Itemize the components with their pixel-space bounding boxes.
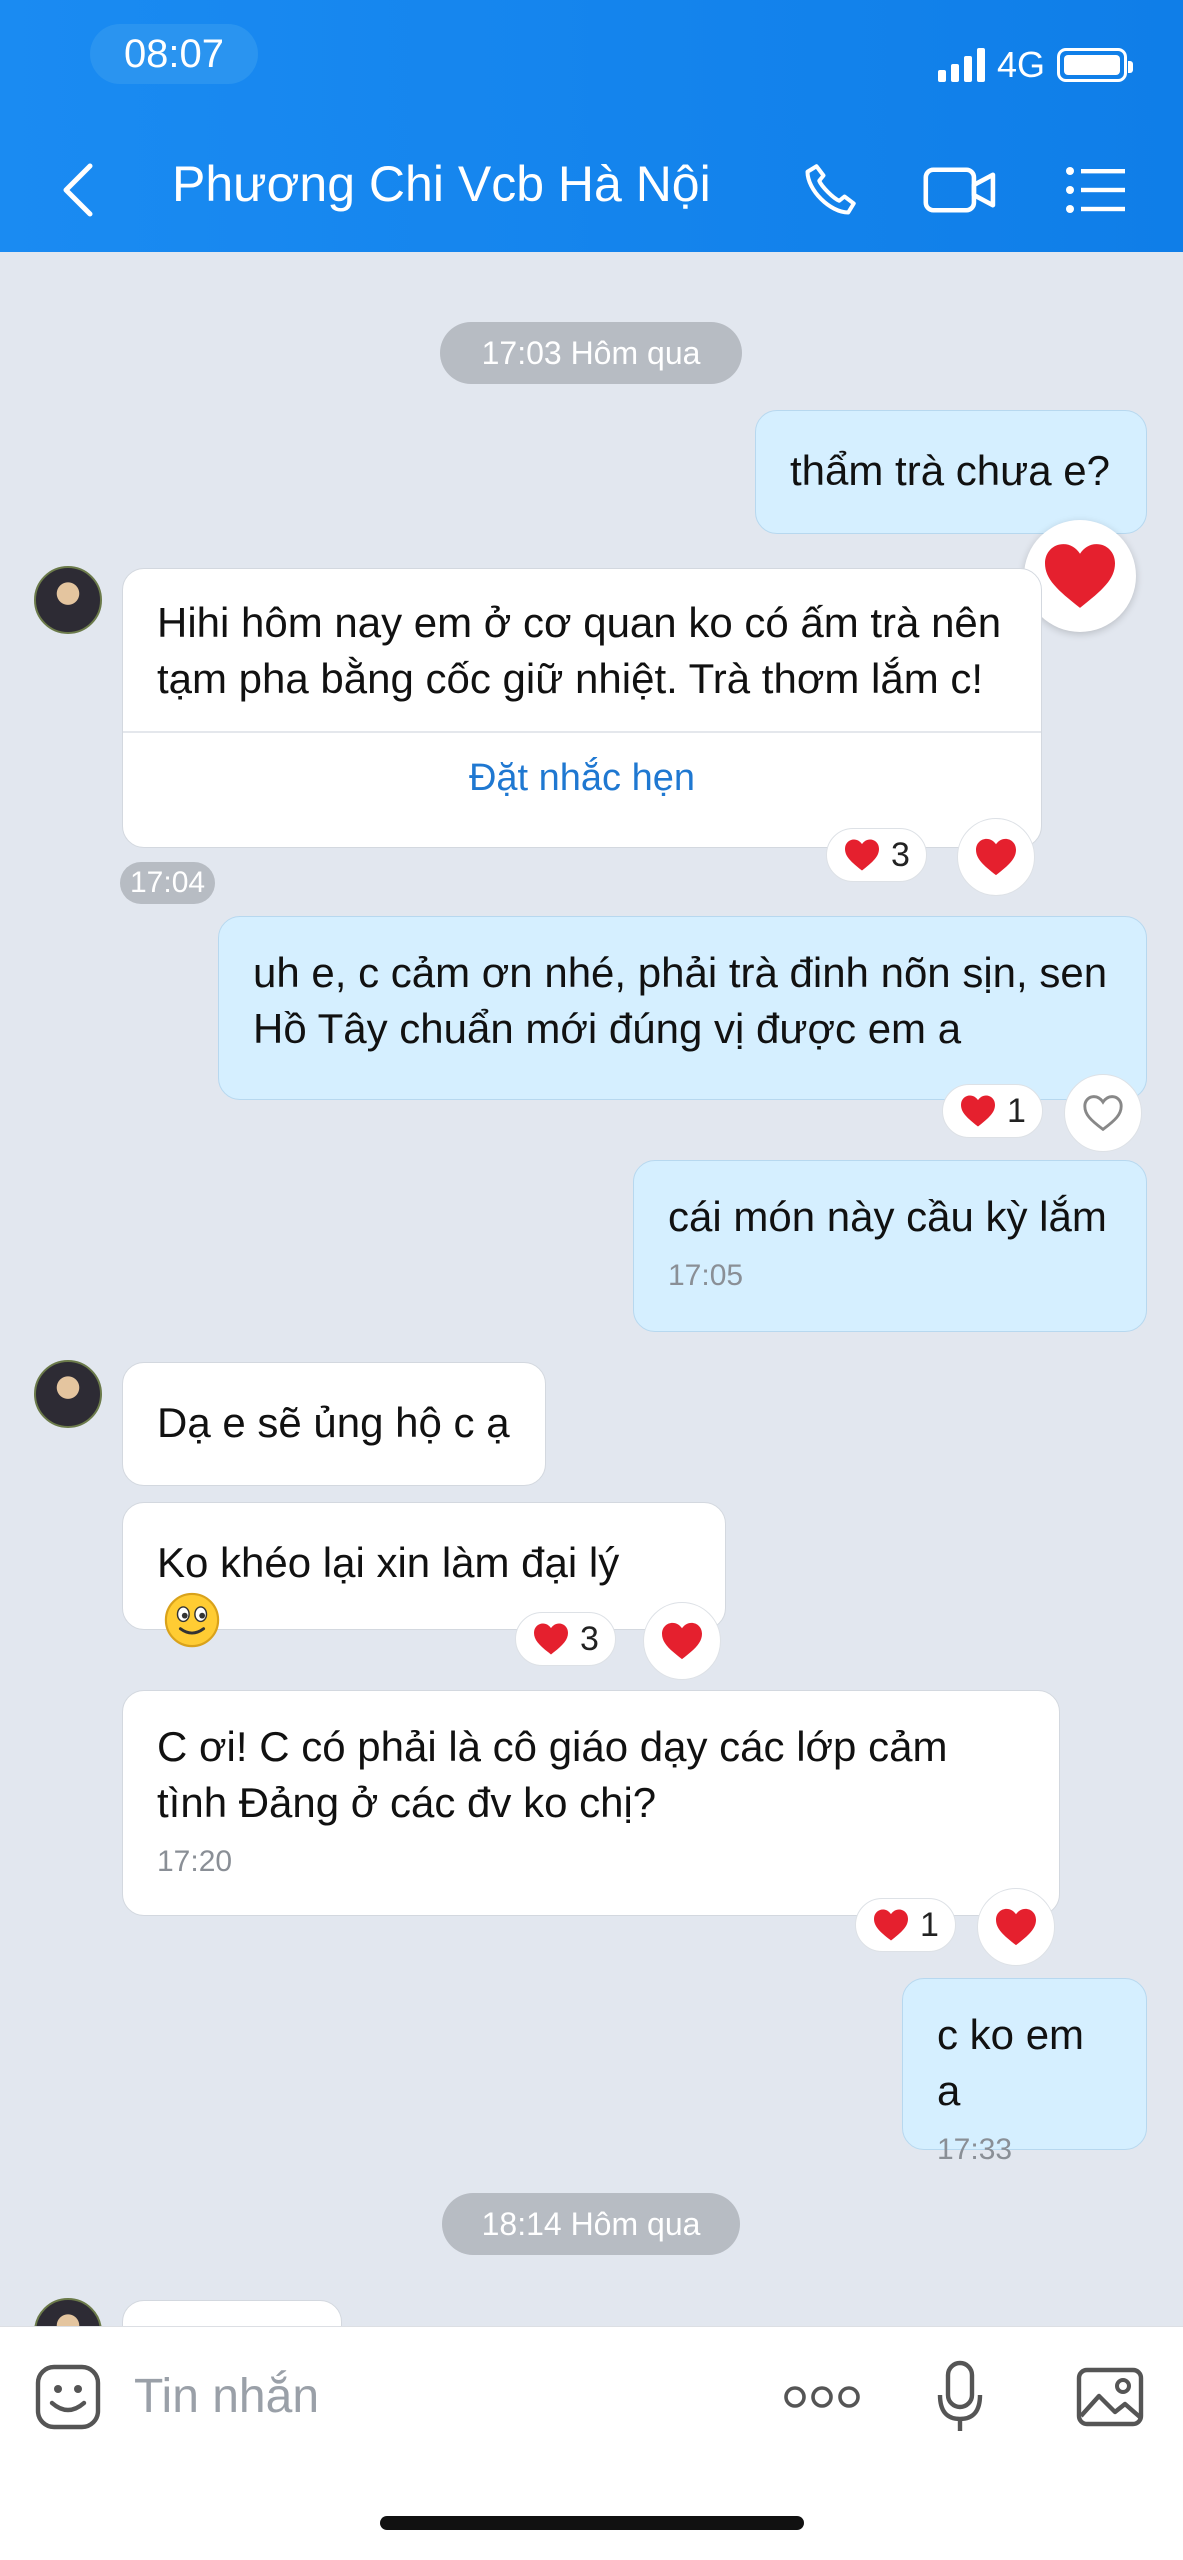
heart-icon [843,838,881,872]
message-text: Ko khéo lại xin làm đại lý [157,1539,620,1586]
message-incoming[interactable] [122,1362,546,1486]
contact-name[interactable]: Phương Chi Vcb Hà Nội [172,156,711,212]
heart-icon [532,1622,570,1656]
message-outgoing[interactable] [755,410,1147,534]
reaction-summary[interactable] [942,1084,1043,1138]
heart-outline-icon [1081,1093,1125,1133]
set-reminder-button[interactable]: Đặt nhắc hẹn [123,731,1041,823]
react-button[interactable] [643,1602,721,1680]
more-button[interactable] [782,2357,862,2437]
message-outgoing[interactable] [218,916,1147,1100]
voice-button[interactable] [920,2357,1000,2437]
message-text: c ko em a [937,2011,1085,2114]
message-text: thẩm trà chưa e? [790,447,1110,494]
reaction-summary[interactable] [826,828,927,882]
reaction-count: 3 [580,1619,599,1658]
avatar[interactable] [34,1360,102,1428]
reaction-summary[interactable] [855,1898,956,1952]
heart-icon [660,1621,704,1661]
message-text: Hihi hôm nay em ở cơ quan ko có ấm trà nên tạm pha bằng cốc giữ nhiệt. Trà thơm lắm c! [157,599,1002,702]
heart-icon [959,1094,997,1128]
status-time: 08:07 [90,24,258,84]
menu-button[interactable] [1056,155,1136,225]
image-icon [1075,2366,1145,2428]
chat-header [0,0,1183,252]
video-call-button[interactable] [920,155,1000,225]
back-button[interactable] [60,158,110,222]
message-text: Dạ e sẽ ủng hộ c ạ [157,1399,510,1446]
call-button[interactable] [790,155,870,225]
avatar[interactable] [34,2298,102,2326]
message-incoming[interactable] [122,1502,726,1630]
heart-icon [872,1908,910,1942]
message-incoming[interactable] [122,1690,1060,1916]
message-input[interactable]: Tin nhắn [134,2370,320,2423]
phone-icon [800,160,860,220]
composer-bar [0,2326,1183,2466]
date-separator: 18:14 Hôm qua [442,2193,740,2255]
home-indicator[interactable] [380,2516,804,2530]
network-type: 4G [996,44,1045,85]
message-list[interactable] [0,252,1183,2326]
battery-icon [1057,48,1127,82]
reaction-count: 3 [891,835,910,874]
heart-icon [994,1907,1038,1947]
message-time: 17:05 [668,1259,744,1292]
message-outgoing[interactable] [902,1978,1147,2166]
message-time: 17:20 [157,1845,233,1878]
list-menu-icon [1065,165,1127,215]
react-button[interactable] [977,1888,1055,1966]
react-button[interactable] [1064,1074,1142,1152]
message-time: 17:04 [120,862,215,904]
photo-button[interactable] [1070,2357,1150,2437]
reaction-count: 1 [920,1905,939,1944]
sticker-icon [34,2363,102,2431]
date-separator: 17:03 Hôm qua [440,322,742,384]
message-time: 17:33 [937,2133,1013,2166]
heart-icon [974,837,1018,877]
message-text: uh e, c cảm ơn nhé, phải trà đinh nõn sịn, sen Hồ Tây chuẩn mới đúng vị được em a [253,949,1108,1052]
react-button[interactable] [957,818,1035,896]
smiling-face-emoji-icon [163,1591,221,1649]
status-indicators [938,40,1127,90]
message-text: C ơi! C có phải là cô giáo dạy các lớp cảm tình Đảng ở các đv ko chị? [157,1723,948,1826]
heart-icon [1041,541,1119,611]
message-incoming[interactable] [122,568,1042,848]
avatar[interactable] [34,566,102,634]
chevron-left-icon [60,162,96,218]
video-camera-icon [922,162,998,218]
reaction-count: 1 [1007,1091,1026,1130]
home-area [0,2466,1183,2560]
more-dots-icon [783,2385,861,2409]
message-outgoing[interactable] [633,1160,1147,1332]
sticker-button[interactable] [28,2357,108,2437]
message-incoming[interactable] [122,2300,342,2326]
signal-icon [938,48,985,82]
reaction-summary[interactable] [515,1612,616,1666]
microphone-icon [936,2359,984,2435]
message-text: cái món này cầu kỳ lắm [668,1193,1107,1240]
